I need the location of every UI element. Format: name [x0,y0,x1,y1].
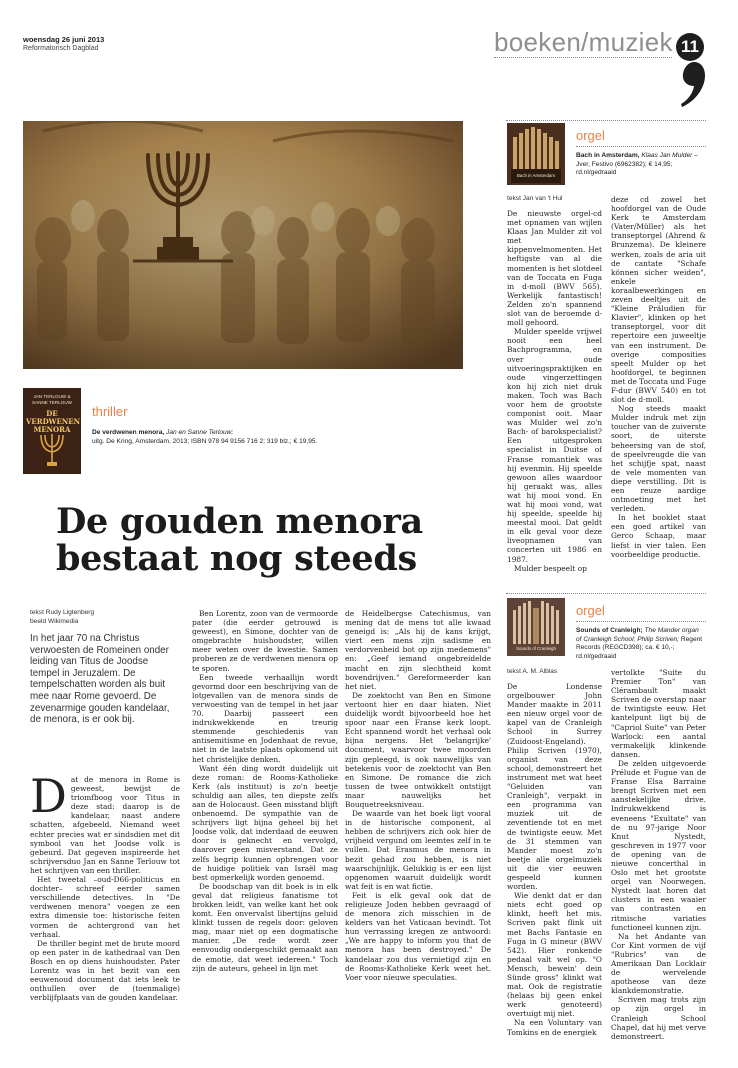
review1-rule [506,120,706,121]
paragraph: Nog steeds maakt Mulder indruk met zijn toucher van de zuiverste soort, de uiterste beheersing van de stof, de speelvreugde die van het schijfje spat, naast de vele momenten van diepe verstilling. Dit is een reuze aardige ontmoeting met het verleden. [611,404,706,514]
article-intro: In het jaar 70 na Christus verwoesten de Romeinen onder leiding van Titus de Joodse tempel in Jeruzalem. De tempelschatten worden als buit mee naar Rome gevoerd. De zevenarmige gouden kandelaar, de menora, is er ook bij. [30,633,170,726]
article-column-3 [345,609,491,1065]
review1-performer: Klaas Jan Mulder [641,152,693,159]
review2-info [576,627,706,661]
paragraph: Na een Voluntary van Tomkins en de energiek [507,1018,602,1037]
paragraph: De boodschap van dit boek is in elk geval dat religieus fanatisme tot brokken leidt, van welke kant het ook komt. Een onvervalst libertijns geluid klinkt tussen de regels door: geloven mag, maar niet op een dogmatische manier. „De rede wordt zeer eenvoudig ondergeschikt gemaakt aan de emotie, dat weet iedereen." Toch zijn de auteurs, geheel in lijn met [192,881,338,973]
article-column-2 [192,609,338,1065]
review1-column-2 [611,195,706,573]
review2-label: Regent Records (REGCD398); ca. € 10,-; rd.nl/gedraaid [576,635,703,660]
page-number: 11 [681,37,699,56]
comma-ornament-icon [674,60,710,110]
review2-credit: tekst A. M. Alblas [507,668,558,675]
review1-column-1 [507,209,602,573]
review1-info [576,152,706,178]
paragraph: Wie denkt dat er dan niets echt goed op klinkt, heeft het mis. Scriven pakt flink uit met Bachs Fantasie en Fuga in G mineur (BWV 542). Hier ronkende pedaal valt wel op. "O Mensch, bewein' dein Sünde gross" klinkt wat mat. Ook de registratie (helaas bij geen enkel werk genoteerd) overtuigt mij niet. [507,891,602,1019]
book-info [92,429,322,446]
paragraph: De nieuwste orgel-cd met opnamen van wijlen Klaas Jan Mulder zit vol met kippenvelmomenten. Het heftigste van al die momenten is het slotdeel van de Toccata en Fuga in d-moll (BWV 565). Werkelijk fantastisch! Zelden zo'n spannend slot van de beroemde d-moll gehoord. [507,209,602,328]
paragraph: Scriven mag trots zijn op zijn orgel in Cranleigh School Chapel, dat hij met verve demonstreert. [611,995,706,1041]
review2-genre-rule [576,621,706,622]
credit-image: beeld Wikimedia [30,617,79,625]
paragraph: De thriller begint met de brute moord op een pater in de kathedraal van Den Bosch en op diens huishoudster. Pater Lorentz was in het bezit van een eeuwenoud document dat iets leek te onthullen over de (toenmalige) verblijfplaats van de gouden kandelaar. [30,938,180,1003]
book-title: De verdwenen menora, [92,429,165,436]
review2-column-2 [611,668,706,1065]
review1-credit: tekst Jan van 't Hul [507,195,563,202]
review2-cover [507,598,565,656]
article-column-1 [30,775,180,1065]
paragraph: Mulder bespeelt op [514,563,587,573]
relief-image [23,121,463,369]
review2-subtitle: The Mander organ of Cranleigh School; [576,627,699,643]
review2-performer: Philip Scriven; [637,635,680,643]
review1-cover [507,123,565,185]
book-cover-authors: JAN TERLOUW & SANNE TERLOUW [32,394,72,405]
paragraph: Feit is elk geval ook dat de religieuze Joden hebben gevraagd of de menora zich misschien in de kelders van het Vaticaan bevindt. Tot hun verrassing kregen ze antwoord: „We are happy to inform you that de menora has been destroyed." De kandelaar zou dus vernietigd zijn en de Rooms-Katholieke Kerk weet het. Voer voor nieuwe speculaties. [345,890,491,982]
paragraph: Mulder speelde vrijwel nooit een heel Bachprogramma, en over oude uitvoeringspraktijken en oude vingerzettingen kon hij zich niet druk maken. Toch was Bach voor hem de grootste componist ooit. Maar was Mulder wel zo'n Bach- of barokspecialist? Een uitgesproken specialist in Duitse of Franse romantiek was hij evenmin. Hij speelde gewoon alles waardoor hij geraakt was, alles wat hij mooi vond. En wat hij mooi vond, wat hij speelde, speelde hij meestal mooi. Dat geldt in elk geval voor deze liveopnamen van concerten uit 1986 en 1987. [507,327,602,564]
headline-line-2: bestaat nog steeds [56,538,417,579]
review1-genre: orgel [576,128,605,143]
paragraph: Het tweetal –oud-D66-politicus en dochter– schreef eerder samen verschillende detectives. In "De verdwenen menora" voegen ze een extra dimensie toe: historische feiten vormen de achtergrond van het verhaal. [30,875,180,939]
review1-genre-rule [576,146,706,147]
paragraph: vertolkte "Suite du Premier Ton" van Clérambault maakt Scriven de overstap naar de twintigste eeuw. Het kantelpunt ligt bij de "Capriol Suite" van Peter Warlock: een aantal vermakelijk klinkende dansen. [611,668,706,759]
paragraph: Ben Lorentz, zoon van de vermoorde pater (die eerder getrouwd is geweest), en Simone, dochter van de omgebrachte huishoudster, willen meer weten over de kwestie. Samen proberen ze de verdwenen menora op te sporen. [192,609,338,673]
book-genre: thriller [92,404,128,419]
paragraph: In het booklet staat een goed artikel van Gerco Schaap, maar liefst in vier talen. Een voorbeeldige productie. [611,513,706,559]
main-photo [23,121,463,369]
book-authors: Jan en Sanne Terlouw; [166,429,234,436]
headline-line-1: De gouden menora [56,501,423,542]
dropcap: D [30,775,67,823]
paragraph: deze cd zowel het hoofdorgel van de Oude Kerk te Amsterdam (Vater/Müller) als het transeptorgel (Ahrend & Brunzema). De kleinere werken, zoals de aria uit de cantate "Schafe können sicher weiden", enkele koraalbewerkingen en zeven deeltjes uit de "Kleine Präludien für Klavier", klinken op het transeptorgel, voor dit repertoire een juweeltje van een instrument. De overige composities speelt Mulder op het hoofdorgel, te beginnen met de Toccata und Fuge F-dur (BWV 540) en tot slot de d-moll. [611,195,706,405]
book-cover-title: DE VERDWENEN MENORA [26,409,80,434]
paragraph: at de menora in Rome is geweest, bewijst de triomfboog voor Titus in deze stad: daarop is de kandelaar, naast andere schatten, afgebeeld. Niemand weet echter precies wat er sindsdien met dit symbool van het Joodse volk is gebeurd. Dat gegeven inspireerde het schrijversduo Jan en Sanne Terlouw tot het schrijven van een thriller. [30,775,180,875]
paragraph: de Heidelbergse Catechismus, van mening dat de mens tot alle kwaad geneigd is: „Als hij de kans krijgt, viert een mens zijn sadisme en verdorvenheid bot op zijn medemens" en: „Geef iemand ongebreidelde macht en zijn slechtheid komt bovendrijven." Gereformeerder kan het niet. [345,609,491,691]
review1-label: – Jver, Festivo (6962382); € 14,95; rd.nl/gedraaid [576,152,698,177]
paragraph: Een tweede verhaallijn wordt gevormd door een beschrijving van de lotgevallen van de menora sinds de verwoesting van de tempel in het jaar 70. Daarbij passeert een indrukwekkende en treurig stemmende geschiedenis van antisemitisme en Jodenhaat de revue, niet in de laatste plaats opkomend uit het christelijke denken. [192,672,338,764]
headline [56,503,476,577]
paragraph: De zoektocht van Ben en Simone vertoont hier en daar hiaten. Niet duidelijk wordt bijvoorbeeld hoe het spoor naar een Franse kerk loopt. Echt spannend wordt het verhaal ook bijna nergens. Het 'belangrijke' document, waarvoor twee moorden zijn gepleegd, is ook nauwelijks van betekenis voor de zoektocht van Ben en Simone. De romance die zich tussen de twee ontwikkelt ontstijgt maar nauwelijks het Bouquetreeksniveau. [345,690,491,809]
section-title: boeken/muziek [494,27,673,57]
credit-text: tekst Rudy Ligtenberg [30,609,95,616]
header-date: woensdag 26 juni 2013 [23,35,105,44]
header-paper: Reformatorisch Dagblad [23,45,99,52]
paragraph: De zelden uitgevoerde Prélude et Fugue van de Franse Elsa Barraine brengt Scriven met een aanstekelijke drive. Indrukwekkend is eveneens "Exultate" van de nu 97-jarige Noor Knut Nystedt, geschreven in 1977 voor de opening van de nieuwe concerthal in Oslo met het grootste orgel van Noorwegen. Nystedt laat horen dat clusters in een waaier van contrasten en ritmische variaties functioneel kunnen zijn. [611,758,706,932]
review2-cover-text: Sounds of Cranleigh [516,646,556,651]
paragraph: Na het Andante van Cor Kint vormen de vijf "Rubrics" van de Amerikaan Dan Locklair de wervelende apotheose van deze klankdemonstratie. [611,931,706,996]
header-rule [494,57,672,58]
review2-column-1 [507,682,602,1065]
review2-title: Sounds of Cranleigh; [576,627,643,634]
paragraph: Want één ding wordt duidelijk uit deze roman: de Rooms-Katholieke Kerk (als instituut) is zo'n beetje schuldig aan alles, ten diepste zelfs aan de Holocaust. Geen misstand blijft onbenoemd. De sympathie van de schrijvers ligt bijna geheel bij het Joodse volk, dat inderdaad de eeuwen door is geknecht en vervolgd, daarover geen misverstand. Dat ze zelfs begrip kunnen opbrengen voor de huidige politiek van Israël mag best opmerkelijk worden genoemd. [192,763,338,882]
book-cover [23,388,81,474]
menora-icon [37,432,67,468]
paragraph: De Londense orgelbouwer John Mander maakte in 2011 een nieuw orgel voor de kapel van de Cranleigh School in Surrey (Zuidoost-Engeland). Philip Scriven (1970), organist van deze school, demonstreert het instrument met wat heet "Geluiden van Cranleigh", verpakt in een programma van muziek uit de zeventiende tot en met de twintigste eeuw. Met de 31 stemmen van Mander moest zo'n beetje alle orgelmuziek uit die vier eeuwen gespeeld kunnen worden. [507,682,602,892]
review1-cover-text: Bach in Amsterdam [516,173,556,178]
review2-rule [506,593,706,594]
review1-title: Bach in Amsterdam, [576,152,640,159]
book-publisher: uitg. De Kring, Amsterdam, 2013; ISBN 978 94 9156 716 2; 319 blz.; € 19,95. [92,437,318,445]
article-credit [30,609,180,626]
paragraph: De waarde van het boek ligt vooral in de historische component, al hebben de schrijvers zich ook hier de vrijheid vergund om leemtes zelf in te vullen. Dat Erasmus de menora in bezit gehad zou hebben, is niet waarschijnlijk. Gelukkig is er een lijst opgenomen waaruit duidelijk wordt wat feit is en wat fictie. [345,809,491,891]
review2-genre: orgel [576,603,605,618]
